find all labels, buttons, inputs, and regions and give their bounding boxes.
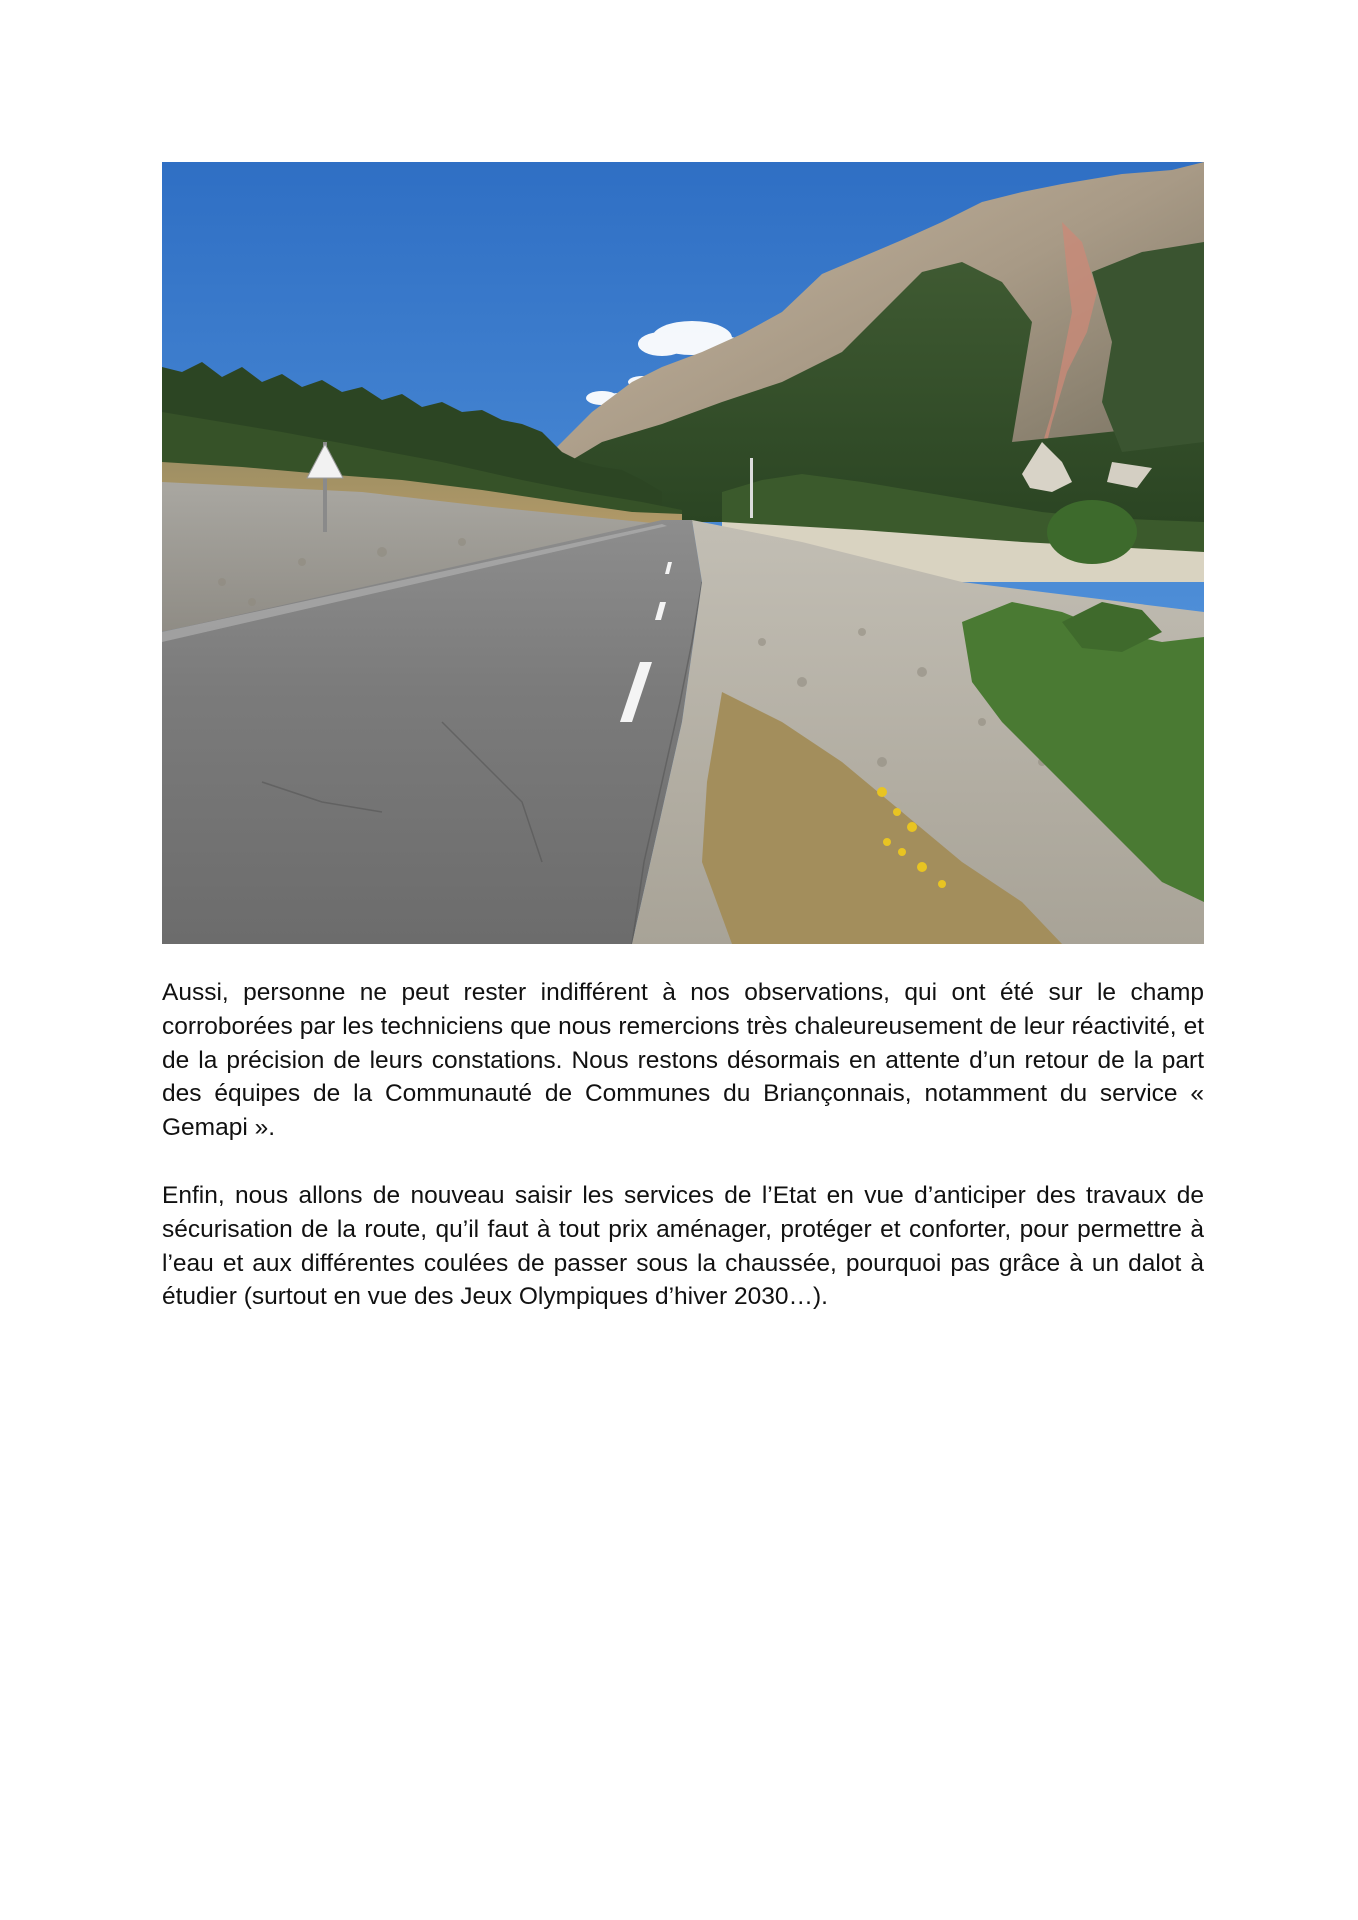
road-photo bbox=[162, 162, 1204, 944]
paragraph-observations: Aussi, personne ne peut rester indifférent à nos observations, qui ont été sur le champ corroborées par les techniciens que nous remercions très chaleureusement de leur réactivité, et de la précision de leurs constations. Nous restons désormais en attente d’un retour de la part des équipes de la Communauté de Communes du Briançonnais, notamment du service « Gemapi ». bbox=[162, 979, 1204, 1142]
body-text bbox=[162, 976, 1204, 1314]
road-photo-illustration bbox=[162, 162, 1204, 944]
paragraph-road-safety: Enfin, nous allons de nouveau saisir les services de l’Etat en vue d’anticiper des travaux de sécurisation de la route, qu’il faut à tout prix aménager, protéger et conforter, pour permettre à l’eau et aux différentes coulées de passer sous la chaussée, pourquoi pas grâce à un dalot à étudier (surtout en vue des Jeux Olympiques d’hiver 2030…). bbox=[162, 1181, 1204, 1311]
